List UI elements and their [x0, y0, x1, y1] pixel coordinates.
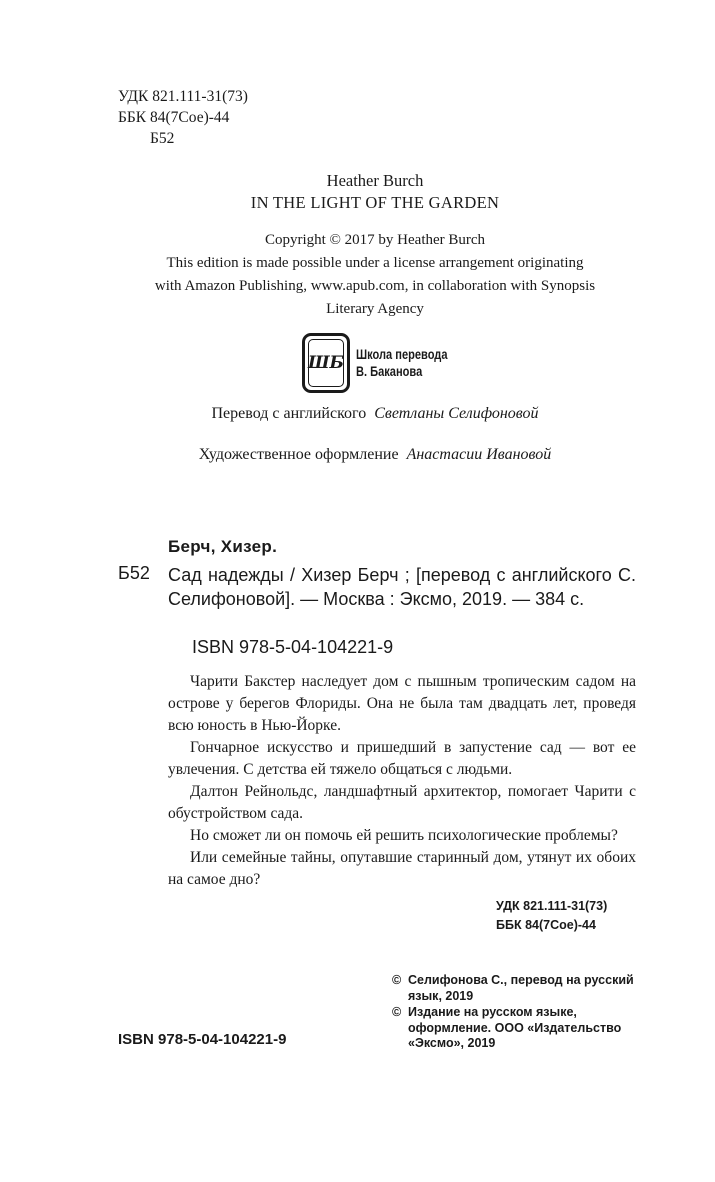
copyright-line: This edition is made possible under a license arrangement originating: [166, 255, 584, 271]
udk-code: УДК 821.111-31(73): [118, 88, 248, 105]
biblio-description: Сад надежды / Хизер Берч ; [перевод с английского С. Селифоновой]. — Москва : Эксмо, 2019. — 384 с.: [168, 565, 636, 609]
biblio-isbn: ISBN 978-5-04-104221-9: [192, 637, 394, 657]
copyright-line: with Amazon Publishing, www.apub.com, in collaboration with Synopsis: [154, 278, 596, 294]
annotation-paragraph: Но сможет ли он помочь ей решить психологические проблемы?: [190, 827, 618, 844]
biblio-code: Б52: [118, 563, 150, 583]
copyright-text: Издание на русском языке, оформление. ООО «Издательство «Эксмо», 2019: [408, 1005, 622, 1050]
designer-name: Анастасии Ивановой: [406, 446, 552, 463]
footer-bbk: ББК 84(7Сое)-44: [496, 918, 596, 932]
footer-classification: [496, 897, 607, 935]
copyright-symbol: ©: [392, 1005, 402, 1019]
bbk-code: ББК 84(7Сое)-44: [118, 109, 230, 126]
copyright-symbol: ©: [392, 973, 402, 987]
logo-text: [356, 346, 447, 380]
copyright-text: Селифонова С., перевод на русский язык, 2019: [408, 973, 634, 1003]
logo-monogram: ШБ: [308, 339, 344, 387]
logo-line-2: В. Баканова: [356, 364, 423, 379]
logo-line-1: Школа перевода: [356, 347, 448, 362]
translation-school-logo: [302, 333, 468, 393]
annotation-paragraph: Далтон Рейнольдс, ландшафтный архитектор, помогает Чарити с обустройством сада.: [168, 783, 636, 822]
copyright-line: Literary Agency: [326, 301, 424, 317]
footer-isbn: ISBN 978-5-04-104221-9: [118, 1031, 287, 1048]
copyright-line: Copyright © 2017 by Heather Burch: [264, 232, 486, 248]
annotation-paragraph: Гончарное искусство и пришедший в запустение сад — вот ее увлечения. С детства ей тяжело общаться с людьми.: [168, 739, 636, 778]
annotation-paragraph: Чарити Бакстер наследует дом с пышным тропическим садом на острове у берегов Флориды. Она не была там двадцать лет, проведя всю юность в Нью-Йорке.: [168, 673, 636, 734]
copyright-notice: [392, 973, 652, 1004]
translator-name: Светланы Селифоновой: [374, 405, 539, 422]
translation-label: Перевод с английского: [211, 405, 367, 422]
author-mark: Б52: [150, 130, 175, 147]
design-label: Художественное оформление: [198, 446, 399, 463]
annotation-paragraph: Или семейные тайны, опутавшие старинный дом, утянут их обоих на самое дно?: [168, 849, 636, 888]
biblio-author: Берч, Хизер.: [168, 537, 278, 556]
original-author: Heather Burch: [326, 171, 424, 190]
logo-emblem: [302, 333, 350, 393]
footer-udk: УДК 821.111-31(73): [496, 899, 608, 913]
copyright-notices: [392, 973, 652, 1053]
annotation: [168, 671, 636, 891]
classification-block: [118, 86, 248, 149]
copyright-notice: [392, 1005, 652, 1052]
original-title: IN THE LIGHT OF THE GARDEN: [250, 193, 500, 212]
design-credit: [0, 446, 715, 464]
original-copyright: [0, 229, 715, 321]
translation-credit: [0, 405, 715, 423]
